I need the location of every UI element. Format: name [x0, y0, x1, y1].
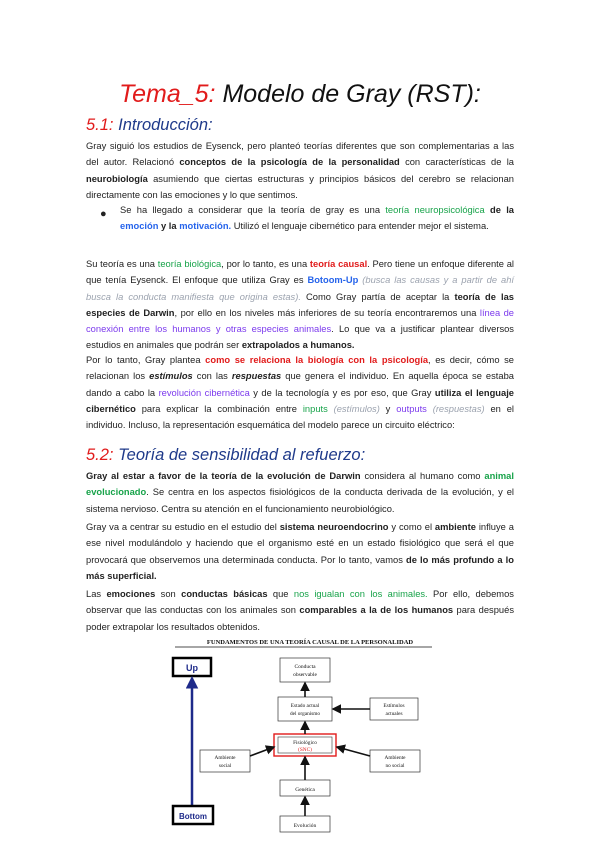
- p6-bold: comparables a la de los humanos: [299, 605, 454, 616]
- evolucion-label: Evolución: [293, 823, 317, 829]
- p3-highlight: outputs: [396, 403, 427, 414]
- p2-text: , por ello en los niveles más inferiores de su teoría encontraremos una: [174, 307, 480, 318]
- estado-label-2: del organismo: [289, 711, 321, 717]
- bullet-bold: de la: [484, 205, 514, 215]
- p2-highlight: línea de conexión entre los humanos y otras especies animales: [86, 307, 515, 335]
- p3-text: que genera el individuo. En aquella época se estaba dando a cabo la: [86, 371, 514, 398]
- p2-text: . Lo que va a justificar plantear diversos estudios en animales que podrán ser: [86, 324, 514, 351]
- section-title: Introducción:: [113, 116, 213, 134]
- p3-italic: estímulos: [149, 371, 193, 382]
- up-label: Up: [186, 663, 198, 673]
- p5-text: influye a ese nivel modulándolo y haciendo que el organismo esté en un estado fisiológico que será el que provocará que observemos una determinada conducta. Por lo tanto, vamos: [86, 522, 514, 565]
- p4-highlight: animal evolucionado: [86, 471, 514, 498]
- p3-text: para explicar la combinación entre: [135, 403, 303, 414]
- personality-theory-diagram: [170, 634, 436, 848]
- estimulos-label-1: Estímulos: [383, 703, 405, 709]
- bottom-label: Bottom: [179, 812, 207, 821]
- p3-italic: (respuestas): [426, 403, 485, 414]
- paragraph-2: [86, 256, 514, 354]
- fisiologico-label-2: (SNC): [298, 747, 312, 753]
- p3-text: en el individuo. Incluso, la representación esquemática del modelo parece un circuito eléctrico:: [86, 403, 514, 431]
- arrow-ambiente-no-fisiologico: [337, 747, 370, 756]
- p2-text: Como Gray partía de aceptar la: [300, 291, 455, 302]
- title-prefix: Tema_5:: [119, 80, 216, 108]
- paragraph-1: [86, 138, 514, 203]
- paragraph-4: [86, 468, 514, 517]
- bullet-highlight: emoción: [120, 221, 159, 232]
- paragraph-3: [86, 352, 514, 433]
- arrow-ambiente-fisiologico: [250, 747, 274, 756]
- p6-bold: conductas básicas: [181, 589, 268, 599]
- p5-bold: sistema neuroendocrino: [279, 522, 389, 532]
- ambiente-no-label-1: Ambiente: [384, 755, 406, 761]
- page-title: [0, 80, 600, 109]
- p1-bold: neurobiología: [86, 173, 148, 184]
- bullet-item: [120, 202, 514, 235]
- ambiente-label-1: Ambiente: [214, 755, 236, 761]
- p3-text: , es decir, cómo se relacionan los: [86, 355, 514, 382]
- bullet-highlight: motivación.: [179, 221, 232, 232]
- p3-highlight: inputs: [302, 403, 328, 414]
- p2-highlight: teoría causal: [309, 259, 368, 269]
- p1-text: con características de la: [399, 157, 514, 168]
- genetica-label: Genética: [295, 787, 315, 793]
- p2-bold: extrapolados a humanos.: [241, 340, 355, 351]
- conducta-label-1: Conducta: [294, 664, 316, 670]
- section-number: 5.1:: [86, 116, 114, 134]
- conducta-box: [280, 658, 330, 682]
- p5-bold: de lo más profundo a lo más superficial.: [86, 554, 514, 581]
- p5-text: Gray va a centrar su estudio en el estudio del: [86, 522, 280, 532]
- bullet-highlight: teoría neuropsicológica: [385, 205, 485, 215]
- bullet-dot: ●: [100, 208, 107, 220]
- estado-box: [278, 697, 332, 721]
- p6-text: Las: [86, 589, 107, 599]
- p4-text: . Se centra en los aspectos fisiológicos de la conducta derivada de la evolución, y el sistema nervioso. Centra su atención en el funcionamiento neurobiológico.: [86, 487, 514, 514]
- p2-italic: (busca las causas y a partir de ahí busca la conducta manifiesta que origina estas).: [86, 275, 514, 302]
- p3-highlight: como se relaciona la biología con la psicología: [205, 355, 429, 365]
- p6-bold: emociones: [106, 589, 156, 599]
- diagram-title: FUNDAMENTOS DE UNA TEORÍA CAUSAL DE LA PERSONALIDAD: [206, 639, 414, 646]
- p6-text: que: [267, 589, 294, 599]
- p1-text: Gray siguió los estudios de Eysenck, pero planteó teorías diferentes que son complementarias a las del autor. Relacionó: [86, 141, 514, 168]
- title-main: Modelo de Gray (RST):: [215, 80, 481, 108]
- p3-italic: respuestas: [231, 371, 282, 382]
- bullet-bold: y la: [158, 221, 180, 232]
- p3-bold: utiliza el lenguaje cibernético: [86, 387, 514, 414]
- p4-text: considera al humano como: [360, 471, 485, 481]
- p3-text: Por lo tanto, Gray plantea: [86, 355, 206, 365]
- fisiologico-label-1: Fisiológico: [293, 740, 317, 746]
- p2-text: , por lo tanto, es una: [221, 259, 310, 269]
- bullet-text: Se ha llegado a considerar que la teoría de gray es una: [120, 205, 386, 215]
- p3-text: y de la tecnología y es por eso, que Gray: [249, 387, 435, 398]
- section-heading-teoria: [86, 446, 365, 465]
- conducta-label-2: observable: [293, 672, 317, 678]
- ambiente-no-label-2: no social: [385, 763, 405, 769]
- p3-text: con las: [192, 371, 232, 382]
- estimulos-label-2: actuales: [385, 711, 403, 717]
- p6-text: Por ello, debemos observar que las conductas con los animales son: [86, 589, 514, 616]
- p2-highlight: teoría biológica: [157, 259, 222, 269]
- p2-text: Su teoría es una: [86, 259, 158, 269]
- section-title: Teoría de sensibilidad al refuerzo:: [113, 446, 366, 464]
- p6-text: para después poder extrapolar los resultados obtenidos.: [86, 605, 514, 632]
- paragraph-5: [86, 519, 514, 584]
- p1-text: asumiendo que ciertas estructuras y principios básicos del cerebro se relacionan directamente con las emociones y lo que sentimos.: [86, 173, 514, 200]
- p4-bold: Gray al estar a favor de la teoría de la evolución de Darwin: [86, 471, 361, 481]
- p2-highlight: Botoom-Up: [307, 275, 359, 286]
- p3-highlight: revolución cibernética: [158, 387, 250, 398]
- p5-text: y como el: [388, 522, 435, 532]
- p3-text: y: [379, 403, 397, 414]
- paragraph-6: [86, 586, 514, 635]
- ambiente-label-2: social: [218, 763, 232, 769]
- p6-highlight: nos igualan con los animales.: [293, 589, 428, 599]
- p2-bold: teoría de las especies de Darwin: [86, 291, 514, 318]
- p6-text: son: [155, 589, 182, 599]
- p1-bold: conceptos de la psicología de la personalidad: [179, 157, 400, 168]
- p3-italic: (estímulos): [327, 403, 380, 414]
- estado-label-1: Estado actual: [290, 703, 320, 709]
- bullet-text: Utilizó el lenguaje cibernético para entender mejor el sistema.: [231, 221, 489, 232]
- p2-text: . Pero tiene un enfoque diferente al que tenía Eysenck. El enfoque que utiliza Gray es: [86, 259, 514, 286]
- section-heading-introduccion: [86, 116, 213, 135]
- p5-bold: ambiente: [434, 522, 476, 532]
- section-number: 5.2:: [86, 446, 114, 464]
